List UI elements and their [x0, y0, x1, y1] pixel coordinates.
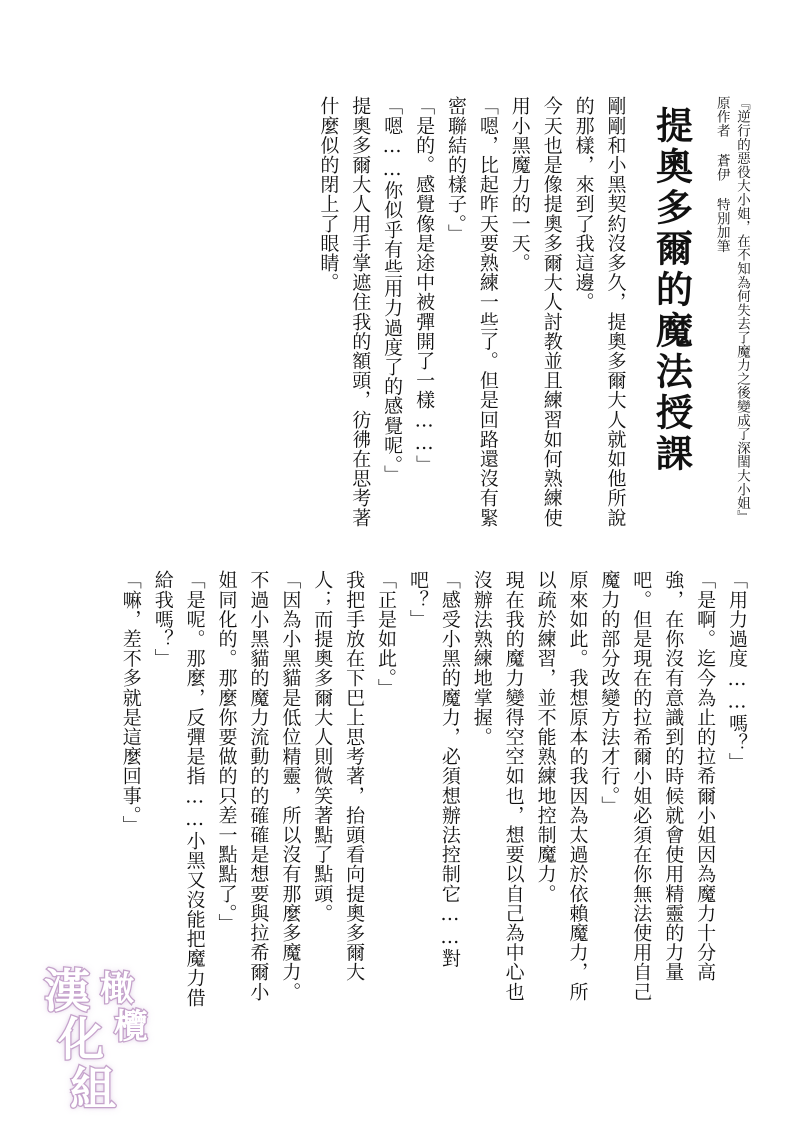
logo-char: 漢	[44, 964, 90, 1018]
top-text-block	[52, 96, 752, 528]
paragraph: 「是的。感覺像是途中被彈開了一樣……」	[413, 96, 436, 475]
paragraph: 「嗯，比起昨天要熟練一些了。但是回路還沒有緊密聯結的樣子。」	[444, 96, 499, 528]
paragraph: 原來如此。我想原本的我因為太過於依賴魔力，所以疏於練習，並不能熟練地控制魔力。	[534, 570, 589, 1002]
paragraph: 我把手放在下巴上思考著，抬頭看向提奧多爾大人；而提奧多爾大人則微笑著點了點頭。	[311, 570, 366, 982]
paragraph: 「嗯……你似乎有些用力過度了的感覺呢。」	[381, 96, 404, 485]
paragraph: 「感受小黑的魔力，必須想辦法控制它……對吧？」	[406, 570, 461, 968]
paragraph: 「因為小黑貓是低位精靈，所以沒有那麼多魔力。不過小黑貓的魔力流動的的確確是想要與拉希爾小姐同化的。那麼你要做的只差一點點了。」	[215, 570, 302, 1002]
paragraph: 「用力過度……嗎？」	[726, 570, 748, 772]
series-subtitle: 『逆行的惡役大小姐，在不知為何失去了魔力之後變成了深閨大小姐』	[734, 96, 750, 524]
paragraph: 「是啊。迄今為止的拉希爾小姐因為魔力十分高強，在你沒有意識到的時候就會使用精靈的力量吧。但是現在的拉希爾小姐必須在你無法使用自己魔力的部分改變方法才行。」	[598, 570, 717, 1002]
chapter-title: 提奧多爾的魔法授課	[649, 106, 693, 475]
paragraph: 「嘛，差不多就是這麼回事。」	[119, 570, 142, 835]
paragraph: 「正是如此。」	[375, 570, 398, 698]
logo-char: 欖	[114, 1007, 148, 1047]
paragraph: 現在我的魔力變得空空如也，想要以自己為中心也沒辦法熟練地掌握。	[470, 570, 525, 1002]
logo-char: 橄	[100, 969, 134, 1009]
logo-char: 化	[58, 1012, 104, 1066]
bottom-text-block	[52, 570, 752, 1015]
paragraph: 剛剛和小黑契約沒多久，提奧多爾大人就如他所說的那樣，來到了我這邊。	[572, 96, 627, 528]
author-credit: 原作者 蒼伊 特別加筆	[713, 96, 730, 253]
scanlation-group-logo	[42, 964, 152, 1118]
paragraph: 提奧多爾大人用手掌遮住我的額頭，彷彿在思考著什麼似的閉上了眼睛。	[317, 96, 372, 528]
paragraph: 今天也是像提奧多爾大人討教並且練習如何熟練使用小黑魔力的一天。	[508, 96, 563, 528]
logo-char: 組	[70, 1062, 116, 1116]
paragraph: 「是呢。那麼，反彈是指……小黑又沒能把魔力借給我嗎？」	[151, 570, 206, 1008]
